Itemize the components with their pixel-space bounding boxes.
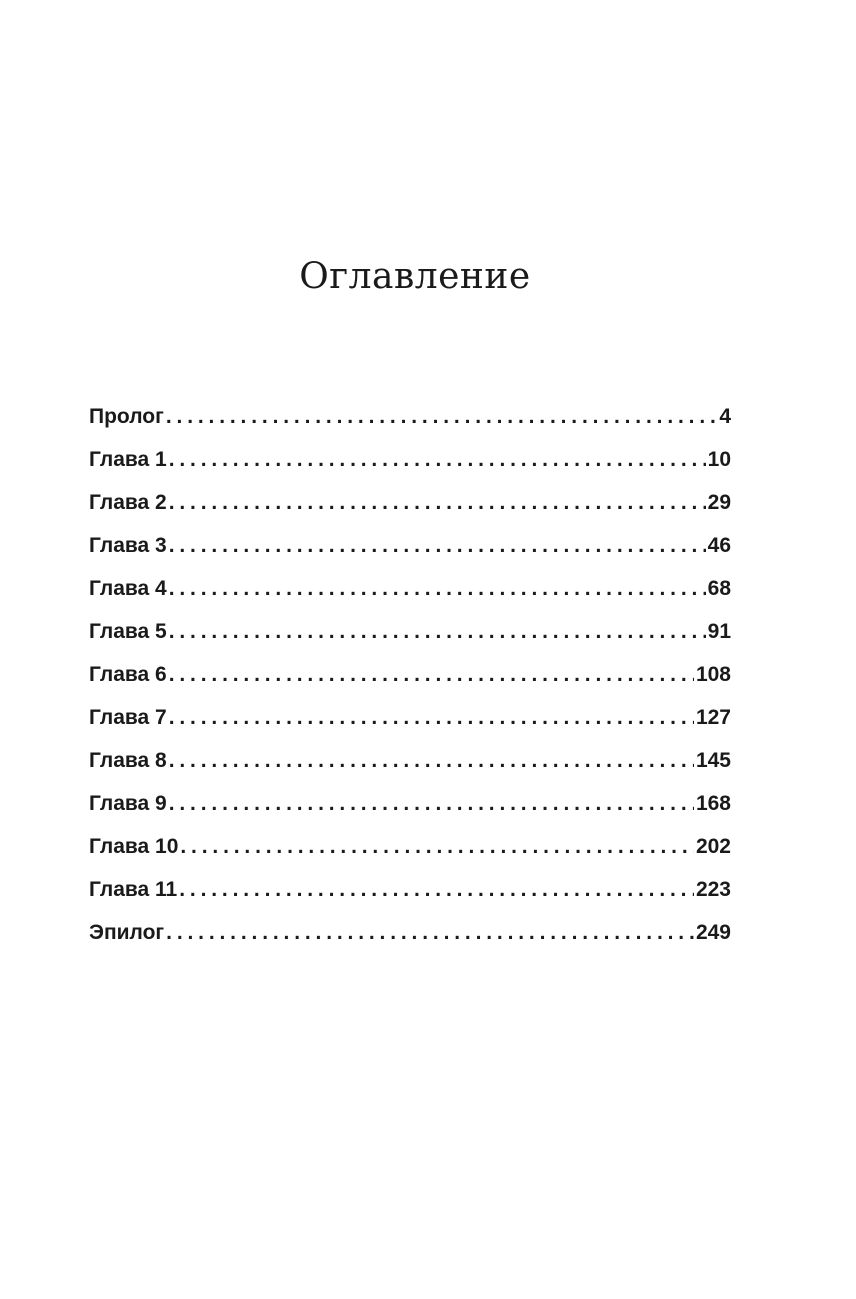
toc-entry-label: Глава 4 (89, 577, 167, 600)
toc-entry-page: 108 (695, 663, 731, 686)
toc-entry (89, 911, 731, 954)
dot-leader (180, 825, 694, 868)
toc-entry (89, 696, 731, 739)
toc-entry-page: 91 (707, 620, 731, 643)
toc-entry-page: 4 (719, 405, 731, 428)
dot-leader (169, 696, 694, 739)
toc-entry-page: 46 (707, 534, 731, 557)
toc-entry-label: Эпилог (89, 921, 165, 944)
dot-leader (169, 567, 706, 610)
dot-leader (169, 481, 706, 524)
toc-entry (89, 438, 731, 481)
toc-entry-label: Глава 10 (89, 835, 179, 858)
dot-leader (169, 739, 694, 782)
toc-entry (89, 868, 731, 911)
toc-entry (89, 567, 731, 610)
dot-leader (179, 868, 694, 911)
toc-entry-page: 145 (695, 749, 731, 772)
toc-entry-label: Глава 8 (89, 749, 167, 772)
toc-entry (89, 610, 731, 653)
toc-entry-label: Глава 1 (89, 448, 167, 471)
toc-entry (89, 825, 731, 868)
dot-leader (169, 438, 706, 481)
toc-entry-label: Пролог (89, 405, 164, 428)
toc-entry (89, 481, 731, 524)
dot-leader (166, 911, 694, 954)
toc-entry-page: 10 (707, 448, 731, 471)
toc-entry (89, 653, 731, 696)
toc-entry-label: Глава 6 (89, 663, 167, 686)
toc-entry (89, 782, 731, 825)
toc-entry-page: 202 (695, 835, 731, 858)
toc-entry-page: 223 (695, 878, 731, 901)
toc-entry (89, 395, 731, 438)
toc-entry-label: Глава 5 (89, 620, 167, 643)
toc-entry-page: 68 (707, 577, 731, 600)
toc-entry (89, 524, 731, 567)
dot-leader (169, 782, 694, 825)
dot-leader (166, 395, 717, 438)
toc-entry-label: Глава 2 (89, 491, 167, 514)
dot-leader (169, 524, 706, 567)
table-of-contents (89, 395, 731, 954)
dot-leader (169, 653, 694, 696)
toc-entry-page: 168 (695, 792, 731, 815)
toc-entry-label: Глава 11 (89, 878, 178, 901)
page-title: Оглавление (299, 256, 531, 297)
toc-entry-page: 249 (695, 921, 731, 944)
toc-entry (89, 739, 731, 782)
toc-entry-label: Глава 9 (89, 792, 167, 815)
toc-entry-label: Глава 3 (89, 534, 167, 557)
toc-entry-label: Глава 7 (89, 706, 167, 729)
toc-entry-page: 29 (707, 491, 731, 514)
toc-entry-page: 127 (695, 706, 731, 729)
dot-leader (169, 610, 706, 653)
